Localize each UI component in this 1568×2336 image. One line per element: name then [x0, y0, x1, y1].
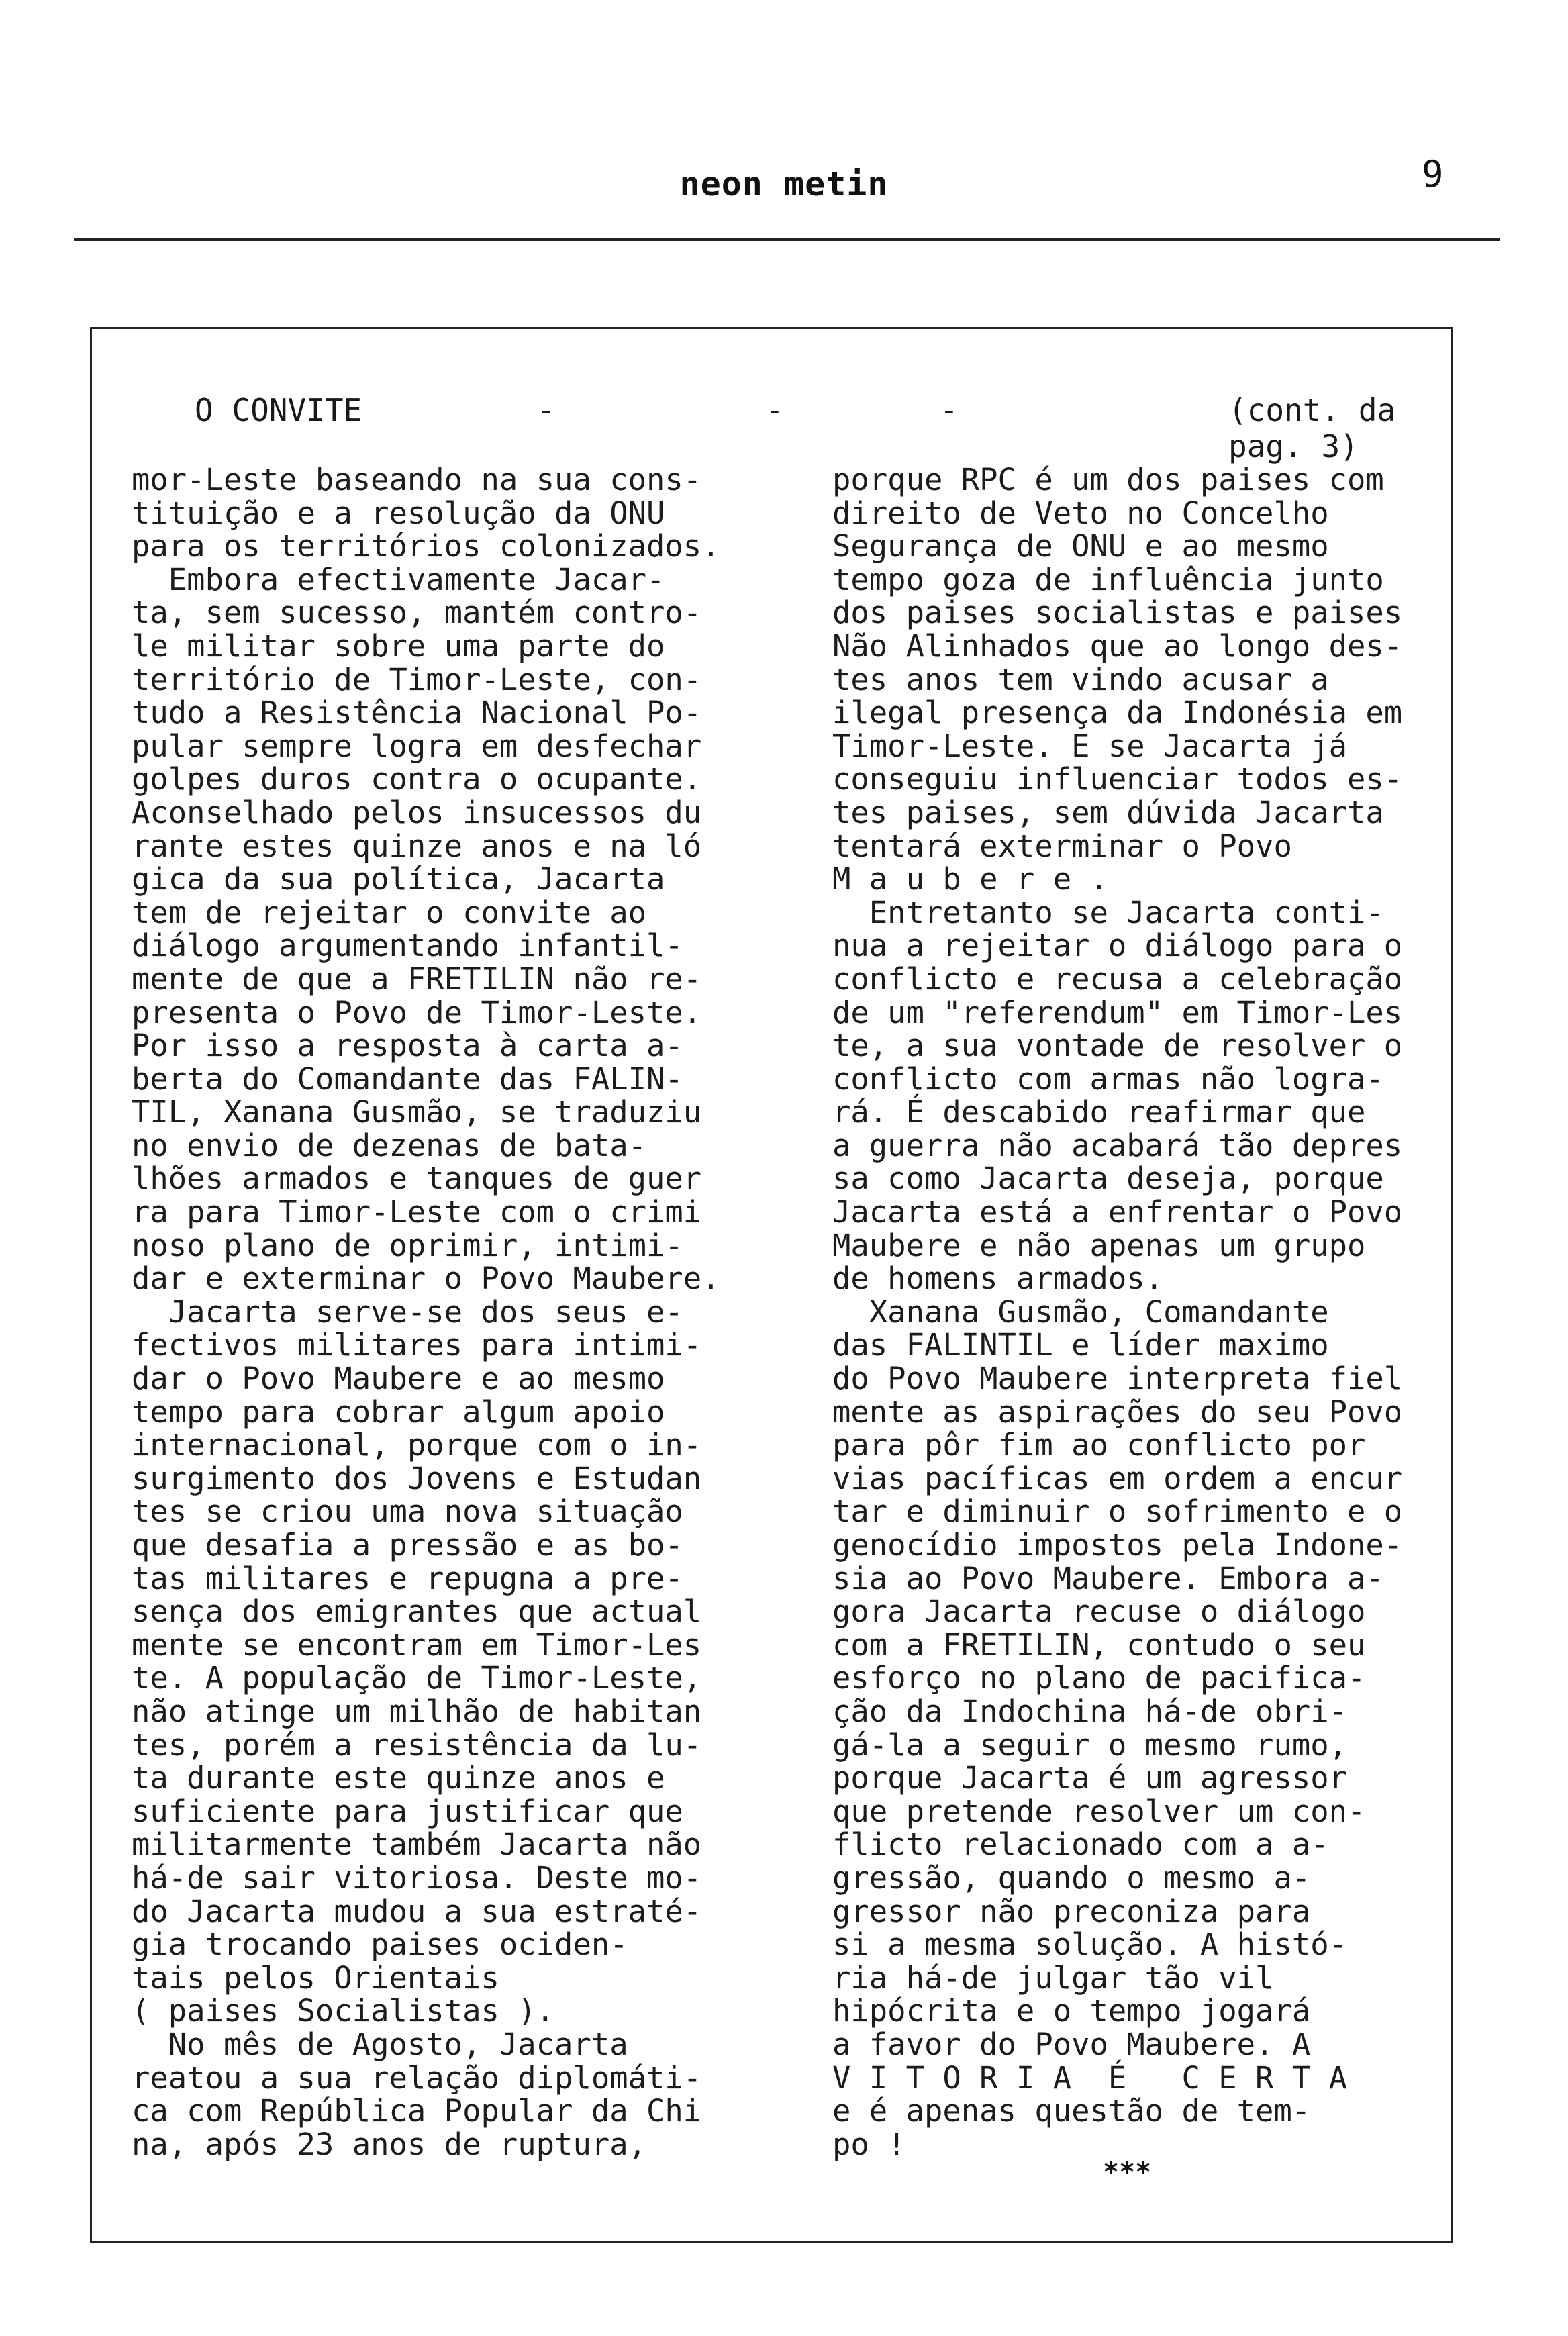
text-line: do Jacarta mudou a sua estraté- [132, 1893, 702, 1929]
text-line: tem de rejeitar o convite ao [132, 894, 647, 930]
text-line: mente se encontram em Timor-Les [132, 1626, 702, 1663]
text-line: presenta o Povo de Timor-Leste. [132, 994, 702, 1030]
text-line: noso plano de oprimir, intimi- [132, 1227, 683, 1263]
text-line: de homens armados. [832, 1261, 1164, 1297]
text-line: a guerra não acabará tão depres [832, 1127, 1403, 1163]
text-line: genocídio impostos pela Indone- [832, 1527, 1403, 1563]
text-line: para os territórios colonizados. [132, 528, 720, 565]
text-line: porque Jacarta é um agressor [832, 1760, 1348, 1796]
text-line: Por isso a resposta à carta a- [132, 1028, 683, 1064]
text-line: mente de que a FRETILIN não re- [132, 961, 702, 997]
text-line: tes, porém a resistência da lu- [132, 1726, 702, 1763]
text-line: na, após 23 anos de ruptura, [132, 2126, 647, 2162]
text-line: gressão, quando o mesmo a- [832, 1859, 1311, 1896]
text-line: e é apenas questão de tem- [832, 2093, 1311, 2129]
text-line: tituição e a resolução da ONU [132, 495, 665, 531]
text-line: gia trocando paises ociden- [132, 1927, 628, 1963]
text-line: diálogo argumentando infantil- [132, 928, 683, 964]
text-line: Jacarta serve-se dos seus e- [132, 1294, 683, 1330]
section-header [195, 392, 1470, 465]
text-line: Timor-Leste. E se Jacarta já [832, 728, 1348, 764]
text-line: tudo a Resistência Nacional Po- [132, 695, 702, 731]
text-line: tes anos tem vindo acusar a [832, 661, 1329, 697]
text-line: dar e exterminar o Povo Maubere. [132, 1261, 720, 1297]
text-line: golpes duros contra o ocupante. [132, 761, 702, 797]
text-line: tentará exterminar o Povo [832, 828, 1292, 864]
text-line: ria há-de julgar tão vil [832, 1959, 1274, 1996]
text-line: conseguiu influenciar todos es- [832, 761, 1403, 797]
text-line: ilegal presença da Indonésia em [832, 695, 1403, 731]
text-line: fectivos militares para intimi- [132, 1327, 702, 1363]
text-line: tes paises, sem dúvida Jacarta [832, 794, 1384, 830]
text-line: Embora efectivamente Jacar- [132, 561, 665, 597]
text-line: ca com República Popular da Chi [132, 2093, 702, 2129]
text-line: po ! [832, 2126, 906, 2162]
section-dash-2: - [765, 392, 784, 428]
text-line: tempo para cobrar algum apoio [132, 1394, 665, 1430]
header-rule [74, 238, 1500, 241]
text-line: dar o Povo Maubere e ao mesmo [132, 1361, 665, 1397]
text-line: tempo goza de influência junto [832, 561, 1384, 597]
section-continuation: (cont. da pag. 3) [1228, 392, 1396, 465]
left-column [132, 463, 749, 2161]
text-line: ( paises Socialistas ). [132, 1993, 555, 2029]
text-line: Aconselhado pelos insucessos du [132, 794, 702, 830]
text-line: internacional, porque com o in- [132, 1427, 702, 1463]
text-line: direito de Veto no Concelho [832, 495, 1329, 531]
text-line: território de Timor-Leste, con- [132, 661, 702, 697]
text-line: te. A população de Timor-Leste, [132, 1660, 702, 1696]
text-line: nua a rejeitar o diálogo para o [832, 928, 1403, 964]
section-title: O CONVITE [195, 392, 362, 428]
text-line: hipócrita e o tempo jogará [832, 1993, 1311, 2029]
text-line: le militar sobre uma parte do [132, 628, 665, 664]
text-line: TIL, Xanana Gusmão, se traduziu [132, 1094, 702, 1130]
text-line: tes se criou uma nova situação [132, 1494, 683, 1530]
text-line: gora Jacarta recuse o diálogo [832, 1594, 1366, 1630]
text-line: vias pacíficas em ordem a encur [832, 1460, 1403, 1496]
text-line: das FALINTIL e líder maximo [832, 1327, 1329, 1363]
text-line: berta do Comandante das FALIN- [132, 1061, 683, 1097]
text-line: te, a sua vontade de resolver o [832, 1028, 1403, 1064]
text-line: a favor do Povo Maubere. A [832, 2026, 1311, 2062]
text-line: há-de sair vitoriosa. Deste mo- [132, 1859, 702, 1896]
text-line: porque RPC é um dos paises com [832, 462, 1384, 497]
text-line: que desafia a pressão e as bo- [132, 1527, 683, 1563]
text-line: gá-la a seguir o mesmo rumo, [832, 1726, 1348, 1763]
section-dash-1: - [537, 392, 556, 428]
text-line: conflicto com armas não logra- [832, 1061, 1384, 1097]
end-mark: *** [1103, 2157, 1152, 2188]
text-line: mente as aspirações do seu Povo [832, 1394, 1403, 1430]
text-line: ção da Indochina há-de obri- [832, 1693, 1348, 1729]
text-line: flicto relacionado com a a- [832, 1827, 1329, 1863]
text-line: Segurança de ONU e ao mesmo [832, 528, 1329, 565]
text-line: Entretanto se Jacarta conti- [832, 894, 1384, 930]
text-line: sia ao Povo Maubere. Embora a- [832, 1560, 1384, 1596]
text-line: ta durante este quinze anos e [132, 1760, 665, 1796]
text-line: que pretende resolver um con- [832, 1793, 1366, 1829]
text-line: M a u b e r e . [832, 861, 1108, 897]
text-line: tas militares e repugna a pre- [132, 1560, 683, 1596]
text-line: ra para Timor-Leste com o crimi [132, 1194, 702, 1230]
text-line: Xanana Gusmão, Comandante [832, 1294, 1329, 1330]
text-line: gica da sua política, Jacarta [132, 861, 665, 897]
text-line: não atinge um milhão de habitan [132, 1693, 702, 1729]
text-line: rá. É descabido reafirmar que [832, 1094, 1366, 1130]
text-line: rante estes quinze anos e na ló [132, 828, 702, 864]
text-line: Maubere e não apenas um grupo [832, 1227, 1366, 1263]
text-line: si a mesma solução. A histó- [832, 1927, 1348, 1963]
text-line: esforço no plano de pacifica- [832, 1660, 1366, 1696]
right-column [832, 463, 1450, 2161]
text-line: mor-Leste baseando na sua cons- [132, 462, 702, 497]
text-line: Jacarta está a enfrentar o Povo [832, 1194, 1403, 1230]
text-line: no envio de dezenas de bata- [132, 1127, 647, 1163]
text-line: dos paises socialistas e paises [832, 595, 1403, 631]
text-line: gressor não preconiza para [832, 1893, 1311, 1929]
text-line: ta, sem sucesso, mantém contro- [132, 595, 702, 631]
text-line: militarmente também Jacarta não [132, 1827, 702, 1863]
text-line: sa como Jacarta deseja, porque [832, 1161, 1384, 1197]
text-line: tar e diminuir o sofrimento e o [832, 1494, 1403, 1530]
page-number: 9 [1422, 153, 1444, 195]
section-dash-3: - [940, 392, 959, 428]
text-line: de um "referendum" em Timor-Les [832, 994, 1403, 1030]
text-line: lhões armados e tanques de guer [132, 1161, 702, 1197]
text-line: reatou a sua relação diplomáti- [132, 2059, 702, 2096]
text-line: pular sempre logra em desfechar [132, 728, 702, 764]
text-line: No mês de Agosto, Jacarta [132, 2026, 628, 2062]
text-line: conflicto e recusa a celebração [832, 961, 1403, 997]
text-line: do Povo Maubere interpreta fiel [832, 1361, 1403, 1397]
text-line: surgimento dos Jovens e Estudan [132, 1460, 702, 1496]
text-line: suficiente para justificar que [132, 1793, 683, 1829]
text-line: para pôr fim ao conflicto por [832, 1427, 1366, 1463]
text-line: Não Alinhados que ao longo des- [832, 628, 1403, 664]
text-line: sença dos emigrantes que actual [132, 1594, 702, 1630]
text-line: tais pelos Orientais [132, 1959, 499, 1996]
page-header-title: neon metin [679, 164, 889, 203]
text-line: com a FRETILIN, contudo o seu [832, 1626, 1366, 1663]
text-line: V I T O R I A É C E R T A [832, 2059, 1348, 2096]
